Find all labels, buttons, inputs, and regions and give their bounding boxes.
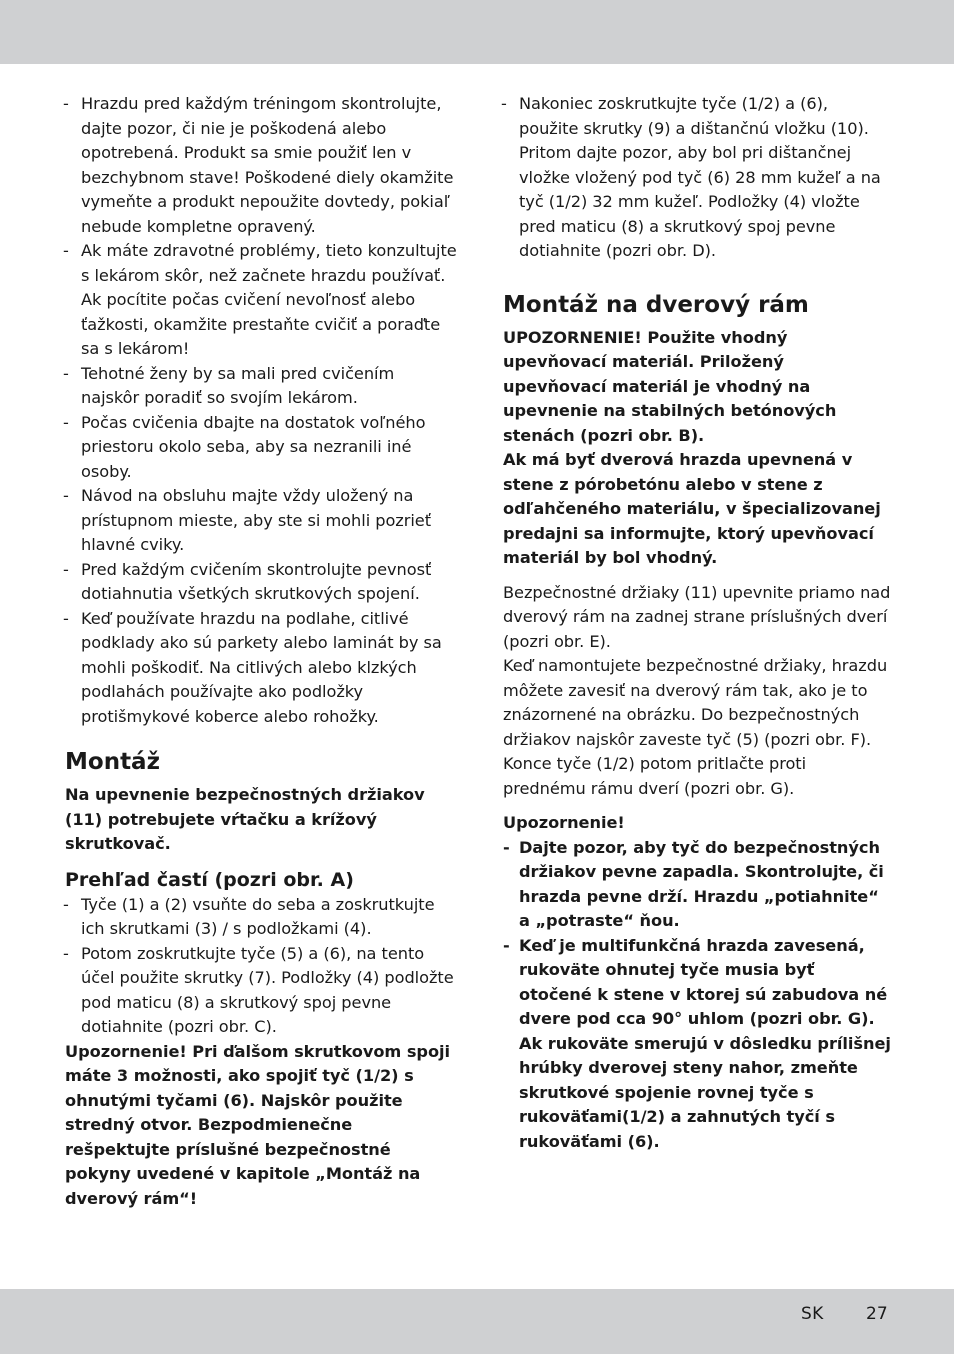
language-code: SK — [801, 1304, 824, 1324]
list-item: - Tyče (1) a (2) vsuňte do seba a zoskrutkujte ich skrutkami (3) / s podložkami (4). — [65, 893, 457, 942]
right-column — [503, 92, 891, 1154]
assembly-list — [65, 893, 457, 1040]
note-list — [503, 836, 891, 1032]
page-number: 27 — [866, 1304, 888, 1324]
list-item: - Hrazdu pred každým tréningom skontrolujte, dajte pozor, či nie je poškodená alebo opotrebená. Produkt sa smie použiť len v bezchybnom stave! Poškodené diely okamžite vymeňte a produkt nepoužite dovtedy, pokiaľ nebude kompletne opravený. — [65, 92, 457, 239]
list-item: - Počas cvičenia dbajte na dostatok voľného priestoru okolo seba, aby sa nezranili iné osoby. — [65, 411, 457, 485]
safety-list — [65, 92, 457, 729]
paragraph: Keď namontujete bezpečnostné držiaky, hrazdu môžete zavesiť na dverový rám tak, ako je to znázornené na obrázku. Do bezpečnostných držiakov najskôr zaveste tyč (5) (pozri obr. F). Konce tyče (1/2) potom pritlačte proti prednému rámu dverí (pozri obr. G). — [503, 656, 888, 798]
list-item: - Keď používate hrazdu na podlahe, citlivé podklady ako sú parkety alebo laminát by sa mohli poškodiť. Na citlivých alebo klzkých podlahách používajte ako podložky protišmykové koberce alebo rohožky. — [65, 607, 457, 730]
list-item: - Tehotné ženy by sa mali pred cvičením najskôr poradiť so svojím lekárom. — [65, 362, 457, 411]
note-label: Upozornenie! — [503, 813, 625, 832]
list-item: - Potom zoskrutkujte tyče (5) a (6), na tento účel použite skrutky (7). Podložky (4) podložte pod maticu (8) a skrutkový spoj pevne dotiahnite (pozri obr. C). — [65, 942, 457, 1040]
list-item: - Dajte pozor, aby tyč do bezpečnostných držiakov pevne zapadla. Skontrolujte, či hrazda pevne drží. Hrazdu „potiahnite“ a „potraste“ ňou. — [503, 836, 891, 934]
assembly-warning: Upozornenie! Pri ďalšom skrutkovom spoji máte 3 možnosti, ako spojiť tyč (1/2) s ohnutými tyčami (6). Najskôr použite stredný otvor. Bezpodmienečne rešpektujte príslušné bezpečnostné pokyny uvedené v kapitole „Montáž na dverový rám“! — [65, 1041, 451, 1208]
list-item: - Pred každým cvičením skontrolujte pevnosť dotiahnutia všetkých skrutkových spojení. — [65, 558, 457, 607]
paragraph: Bezpečnostné držiaky (11) upevnite priamo nad dverový rám na zadnej strane príslušných dverí (pozri obr. E). — [503, 582, 891, 651]
list-item: - Ak máte zdravotné problémy, tieto konzultujte s lekárom skôr, než začnete hrazdu používať. Ak pocítite počas cvičení nevoľnosť alebo ťažkosti, okamžite prestaňte cvičiť a poraďte sa s lekárom! — [65, 239, 457, 362]
subsection-heading-parts: Prehľad častí (pozri obr. A) — [65, 868, 354, 891]
header-band — [0, 0, 954, 64]
section-heading-door-frame: Montáž na dverový rám — [503, 291, 809, 318]
assembly-list-continued — [503, 92, 891, 264]
mounting-warning: UPOZORNENIE! Použite vhodný upevňovací materiál. Priložený upevňovací materiál je vhodný na upevnenie na stabilných betónových stenách (pozri obr. B). — [503, 327, 837, 445]
list-item: - Nakoniec zoskrutkujte tyče (1/2) a (6), použite skrutky (9) a dištančnú vložku (10). Pritom dajte pozor, aby bol pri dištančnej vložke vložený pod tyč (6) 28 mm kužeľ a na tyč (1/2) 32 mm kužeľ. Podložky (4) vložte pred maticu (8) a skrutkový spoj pevne dotiahnite (pozri obr. D). — [503, 92, 891, 264]
tools-notice: Na upevnenie bezpečnostných držiakov (11) potrebujete vŕtačku a krížový skrutkovač. — [65, 785, 425, 853]
section-heading-montaz: Montáž — [65, 749, 160, 775]
note-continuation: Ak rukoväte smerujú v dôsledku prílišnej hrúbky dverovej steny nahor, zmeňte skrutkové spojenie rovnej tyče s rukoväťami(1/2) a zahnutých tyčí s rukoväťami (6). — [519, 1033, 891, 1151]
list-item: - Keď je multifunkčná hrazda zavesená, rukoväte ohnutej tyče musia byť otočené k stene v ktorej sú zabudova né dvere pod cca 90° uhlom (pozri obr. G). — [503, 934, 891, 1032]
list-item: - Návod na obsluhu majte vždy uložený na prístupnom mieste, aby ste si mohli pozrieť hlavné cviky. — [65, 484, 457, 558]
mounting-warning-aerated: Ak má byť dverová hrazda upevnená v stene z pórobetónu alebo v stene z odľahčeného materiálu, v špecializovanej predajni sa informujte, ktorý upevňovací materiál by bol vhodný. — [503, 450, 881, 567]
left-column — [65, 92, 457, 1211]
